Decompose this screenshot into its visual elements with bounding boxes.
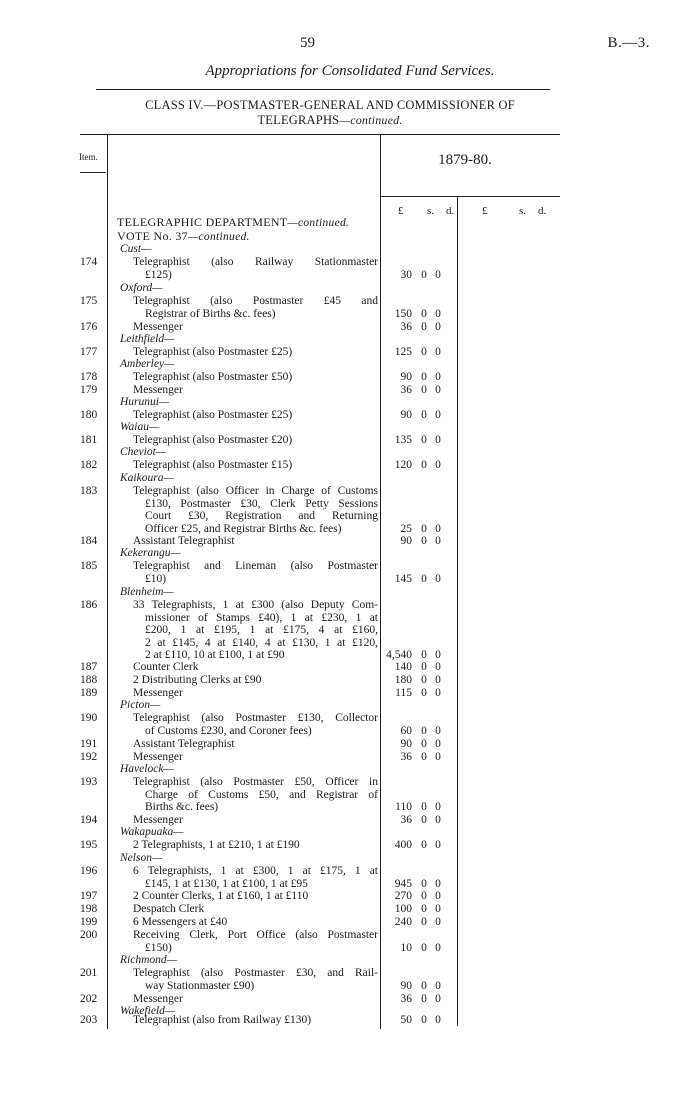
item-number: 193 [80,776,98,788]
amount-column-rule [457,196,458,1026]
item-number: 188 [80,674,98,686]
item-description: 33 Telegraphists, 1 at £300 (also Deputy Com- missioner of Stamps £40), 1 at £230, 1 at £200, 1 at £195, 1 at £175, 4 at £160, 2 at £145, 4 at £140, 4 at £130, 1 at £120, 2 at £110, 10 at £100, 1 at £90 [133,599,378,661]
place-heading: Kekerangu— [120,547,181,559]
place-heading: Wakefield— [120,1005,176,1017]
page-number: 59 [300,35,315,51]
place-heading: Richmond— [120,954,177,966]
item-description: Assistant Telegraphist [133,535,235,547]
col2-pence-header: d. [538,205,547,217]
heading-rule [96,89,550,90]
item-description: Telegraphist (also Postmaster £50, Officer in Charge of Customs £50, and Registrar of Births &c. fees) [133,776,378,813]
item-number: 185 [80,560,98,572]
place-heading: Oxford— [120,282,163,294]
item-number: 194 [80,814,98,826]
item-number: 197 [80,890,98,902]
item-number: 200 [80,929,98,941]
item-description: 2 Counter Clerks, 1 at £160, 1 at £110 [133,890,309,902]
year-header: 1879-80. [438,152,492,168]
page-heading: Appropriations for Consolidated Fund Services. [205,63,495,79]
item-description: Telegraphist (also Postmaster £25) [133,346,293,358]
item-number: 184 [80,535,98,547]
item-number: 180 [80,409,98,421]
item-header-rule [80,172,106,173]
item-description: 6 Messengers at £40 [133,916,228,928]
item-number: 175 [80,295,98,307]
col2-shillings-header: s. [519,205,527,217]
item-description: Messenger [133,993,183,1005]
item-description: Telegraphist (also Postmaster £30, and Rail- way Stationmaster £90) [133,967,378,992]
item-description: Telegraphist (also Postmaster £20) [133,434,293,446]
place-heading: Wakapuaka— [120,826,184,838]
item-description: Telegraphist (also Postmaster £25) [133,409,293,421]
item-number: 178 [80,371,98,383]
item-description: Assistant Telegraphist [133,738,235,750]
place-heading: Picton— [120,699,161,711]
item-number: 176 [80,321,98,333]
item-number: 201 [80,967,98,979]
item-number: 174 [80,256,98,268]
place-heading: Amberley— [120,358,175,370]
item-description: Despatch Clerk [133,903,205,915]
item-number: 202 [80,993,98,1005]
place-heading: Leithfield— [120,333,175,345]
document-reference: B.—3. [607,35,650,51]
item-number: 187 [80,661,98,673]
item-number: 186 [80,599,98,611]
item-description: Messenger [133,814,183,826]
item-description: Messenger [133,384,183,396]
item-description: Telegraphist (also Postmaster £130, Collector of Customs £230, and Coroner fees) [133,712,378,737]
class-title-line1: CLASS IV.—POSTMASTER-GENERAL AND COMMISSIONER OF [145,98,515,112]
class-title [100,98,560,128]
item-number: 198 [80,903,98,915]
item-description: 6 Telegraphists, 1 at £300, 1 at £175, 1 at £145, 1 at £130, 1 at £100, 1 at £95 [133,865,378,890]
item-number: 195 [80,839,98,851]
place-heading: Cust— [120,243,152,255]
place-heading: Nelson— [120,852,163,864]
col-shillings-header: s. [427,205,435,217]
class-title-line2: TELEGRAPHS—continued. [257,113,403,127]
item-description: Telegraphist (also Postmaster £45 and Registrar of Births &c. fees) [133,295,378,320]
item-number: 191 [80,738,98,750]
place-heading: Kaikoura— [120,472,174,484]
item-description: Telegraphist (also Officer in Charge of Customs £130, Postmaster £30, Clerk Petty Sessions Court £30, Registration and Returning Officer £25, and Registrar Births &c. fees) [133,485,378,535]
item-description: Telegraphist (also Postmaster £50) [133,371,293,383]
place-heading: Havelock— [120,763,174,775]
item-number: 199 [80,916,98,928]
place-heading: Hurunui— [120,396,170,408]
section-heading: TELEGRAPHIC DEPARTMENT—continued. [117,215,350,229]
col2-pounds-header: £ [482,205,488,217]
item-description: Messenger [133,687,183,699]
item-number: 182 [80,459,98,471]
item-description: Receiving Clerk, Port Office (also Postmaster £150) [133,929,378,954]
col-pence-header: d. [446,205,455,217]
col-pounds-header: £ [398,205,404,217]
item-number: 196 [80,865,98,877]
item-description: Counter Clerk [133,661,199,673]
year-header-rule [380,196,560,197]
item-description: Telegraphist (also from Railway £130) [133,1014,312,1026]
item-number: 190 [80,712,98,724]
description-column-rule [380,134,381,1029]
item-number: 183 [80,485,98,497]
item-column-header: Item. [79,152,98,162]
place-heading: Cheviot— [120,446,166,458]
item-number: 189 [80,687,98,699]
item-description: Messenger [133,321,183,333]
item-number: 192 [80,751,98,763]
table-top-rule [80,134,560,135]
item-number: 203 [80,1014,98,1026]
item-description: Telegraphist (also Railway Stationmaster £125) [133,256,378,281]
item-column-rule [107,134,108,1029]
vote-heading: VOTE No. 37—continued. [117,229,250,243]
item-number: 177 [80,346,98,358]
item-description: Telegraphist and Lineman (also Postmaster £10) [133,560,378,585]
item-description: Telegraphist (also Postmaster £15) [133,459,293,471]
item-description: 2 Telegraphists, 1 at £210, 1 at £190 [133,839,300,851]
item-description: Messenger [133,751,183,763]
item-number: 179 [80,384,98,396]
item-description: 2 Distributing Clerks at £90 [133,674,262,686]
place-heading: Waiau— [120,421,160,433]
item-number: 181 [80,434,98,446]
place-heading: Blenheim— [120,586,174,598]
